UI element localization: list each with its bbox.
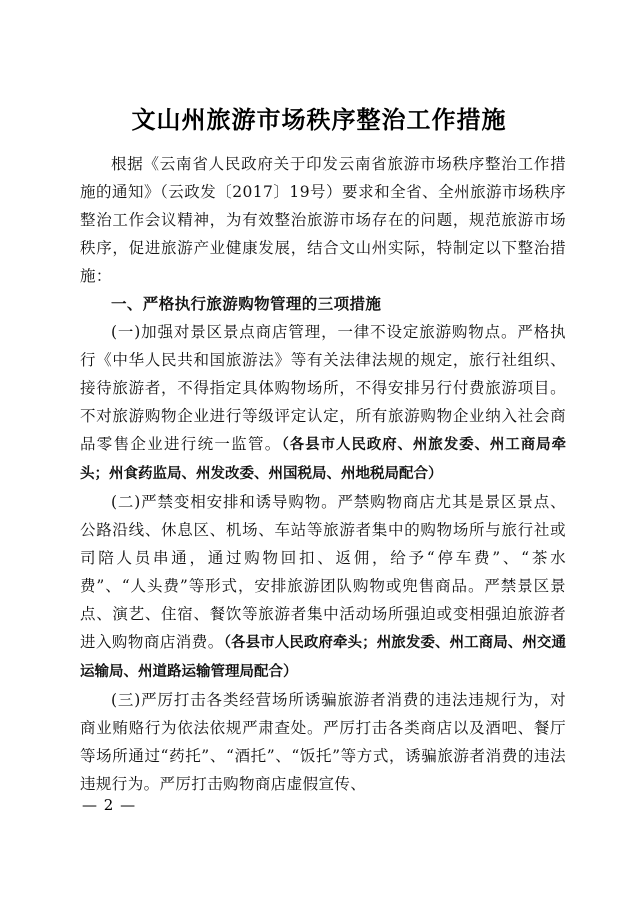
- item-paragraph-3: [80, 686, 566, 798]
- page-number: — 2 —: [82, 796, 137, 814]
- item-paragraph-2: [80, 488, 566, 686]
- document-title: 文山州旅游市场秩序整治工作措施: [131, 105, 507, 134]
- item-text-2: (二)严禁变相安排和诱导购物。严禁购物商店尤其是景区景点、公路沿线、休息区、机场、车站等旅游者集中的购物场所与旅行社或司陪人员串通，通过购物回扣、返佣，给予“停车费”、“茶水费”、“人头费”等形式，安排旅游团队购物或兜售商品。严禁景区景点、演艺、住宿、餐饮等旅游者集中活动场所强迫或变相强迫旅游者进入购物商店消费。: [80, 493, 566, 651]
- intro-paragraph: 根据《云南省人民政府关于印发云南省旅游市场秩序整治工作措施的通知》（云政发〔2017〕19号）要求和全省、全州旅游市场秩序整治工作会议精神，为有效整治旅游市场存在的问题，规范旅游市场秩序，促进旅游产业健康发展，结合文山州实际，特制定以下整治措施：: [80, 155, 566, 285]
- item-text-1: (一)加强对景区景点商店管理，一律不设定旅游购物点。严格执行《中华人民共和国旅游法》等有关法律法规的规定，旅行社组织、接待旅游者，不得指定具体购物场所，不得安排另行付费旅游项目。不对旅游购物企业进行等级评定认定，所有旅游购物企业纳入社会商品零售企业进行统一监管。: [80, 323, 566, 453]
- section-heading-1: 一、严格执行旅游购物管理的三项措施: [111, 294, 382, 313]
- document-body: [80, 150, 566, 798]
- item-note-1: （各县市人民政府、州旅发委、州工商局牵头；州食药监局、州发改委、州国税局、州地税局配合）: [80, 436, 566, 482]
- item-paragraph-1: [80, 318, 566, 488]
- item-note-2: （各县市人民政府牵头；州旅发委、州工商局、州交通运输局、州道路运输管理局配合）: [80, 634, 566, 680]
- item-text-3: (三)严厉打击各类经营场所诱骗旅游者消费的违法违规行为，对商业贿赂行为依法依规严肃查处。严厉打击各类商店以及酒吧、餐厅等场所通过“药托”、“酒托”、“饭托”等方式，诱骗旅游者消费的违法违规行为。严厉打击购物商店虚假宣传、: [80, 691, 566, 793]
